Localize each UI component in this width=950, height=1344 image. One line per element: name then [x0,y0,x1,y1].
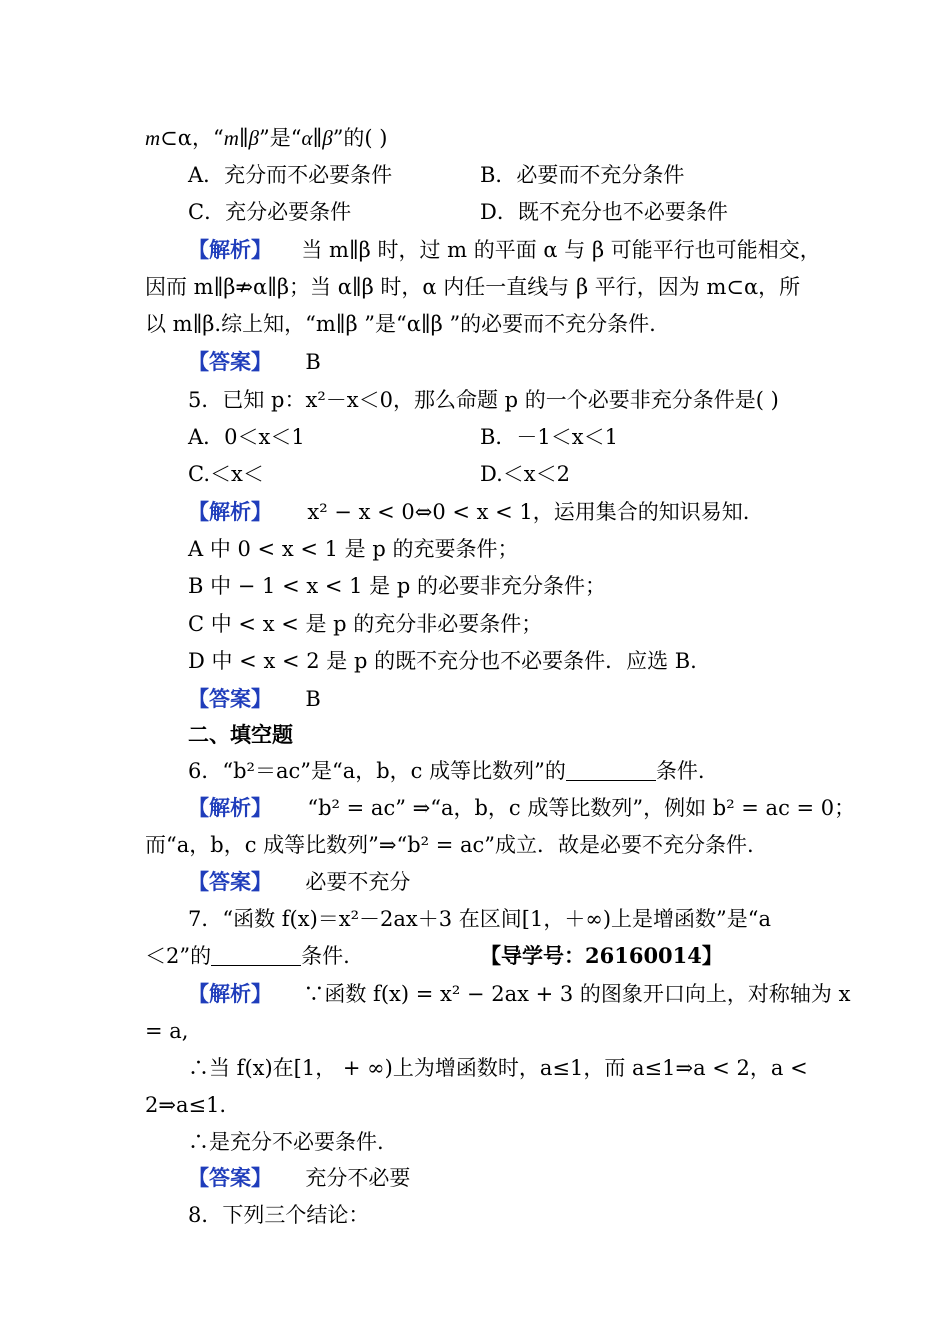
q6-stem-pre: 6．“b²＝ac”是“a，b，c 成等比数列”的 [188,759,566,783]
q7-analysis-line2: = a, [145,1019,189,1043]
q7-answer [188,1164,410,1192]
q4-stem-c: m∥β [223,126,260,150]
q6-blank [566,760,656,781]
q4-option-a: A．充分而不必要条件 [188,163,393,187]
q4-stem-b: ⊂α，“ [160,126,224,150]
q4-analysis-line1 [188,236,821,264]
q8-stem: 8．下列三个结论： [188,1203,370,1227]
q6-answer [188,868,410,896]
q4-stem-a: m [145,126,161,150]
q4-stem [145,124,387,152]
q7-stem-pre: ＜2”的 [145,944,212,968]
q4-analysis-line3: 以 m∥β.综上知，“m∥β ”是“α∥β ”的必要而不充分条件. [145,312,656,336]
q5-answer-value: B [305,687,321,711]
q5-option-c: C.＜x＜ [188,462,264,486]
analysis-tag: 【解析】 [188,981,272,1006]
answer-tag: 【答案】 [188,1165,272,1190]
q4-analysis-text1: 当 m∥β 时，过 m 的平面 α 与 β 可能平行也可能相交， [301,238,821,262]
q4-analysis-line2: 因而 m∥β⇏α∥β；当 α∥β 时，α 内任一直线与 β 平行，因为 m⊂α，所 [145,275,801,299]
q5-option-a: A．0＜x＜1 [188,425,305,449]
q5-option-d: D.＜x＜2 [480,462,570,486]
q5-analysis-line3: B 中 − 1 < x < 1 是 p 的必要非充分条件； [188,574,606,598]
q4-answer-value: B [305,350,321,374]
analysis-tag: 【解析】 [188,237,272,262]
q4-answer [188,348,321,376]
q7-analysis-text1: ∵函数 f(x) = x² − 2ax + 3 的图象开口向上，对称轴为 x [303,982,851,1006]
q5-analysis-line2: A 中 0 < x < 1 是 p 的充要条件； [188,537,519,561]
q7-analysis-line1 [188,980,850,1008]
q7-answer-value: 充分不必要 [305,1166,411,1190]
q7-blank [211,945,301,966]
analysis-tag: 【解析】 [188,499,272,524]
q4-option-c: C．充分必要条件 [188,200,352,224]
q4-option-d: D．既不充分也不必要条件 [480,200,728,224]
q7-reference-number: 【导学号：26160014】 [480,943,723,968]
q4-option-b: B．必要而不充分条件 [480,163,685,187]
answer-tag: 【答案】 [188,349,272,374]
q7-analysis-line3: ∴当 f(x)在[1， + ∞)上为增函数时，a≤1，而 a≤1⇒a < 2，a < [188,1056,808,1080]
q5-analysis-line1 [188,498,749,526]
q5-analysis-line4: C 中 < x < 是 p 的充分非必要条件； [188,612,543,636]
q7-stem-line1: 7．“函数 f(x)＝x²－2ax＋3 在区间[1，＋∞)上是增函数”是“a [188,907,772,931]
q6-analysis-text1: “b² = ac” ⇒“a，b，c 成等比数列”，例如 b² = ac = 0； [307,796,856,820]
q4-stem-f: ”的( ) [332,126,388,150]
q5-analysis-text1: x² − x < 0⇔0 < x < 1，运用集合的知识易知. [307,500,750,524]
q6-answer-value: 必要不充分 [305,870,411,894]
q7-analysis-line5: ∴是充分不必要条件. [188,1130,384,1154]
analysis-tag: 【解析】 [188,795,272,820]
q6-analysis-line2: 而“a，b，c 成等比数列”⇒“b² = ac”成立．故是必要不充分条件. [145,833,754,857]
section-heading: 二、填空题 [188,722,293,747]
q6-stem [188,757,705,785]
q7-stem-post: 条件. [301,944,350,968]
q4-stem-e: α∥β [301,126,333,150]
q5-stem: 5．已知 p：x²－x＜0，那么命题 p 的一个必要非充分条件是( ) [188,388,779,412]
q4-stem-d: ”是“ [259,126,302,150]
q5-analysis-line5: D 中 < x < 2 是 p 的既不充分也不必要条件．应选 B. [188,649,697,673]
q5-answer [188,685,321,713]
answer-tag: 【答案】 [188,686,272,711]
answer-tag: 【答案】 [188,869,272,894]
q7-stem-line2 [145,942,350,970]
q5-option-b: B．－1＜x＜1 [480,425,618,449]
q7-analysis-line4: 2⇒a≤1. [145,1093,227,1117]
q6-stem-post: 条件. [655,759,705,783]
q6-analysis-line1 [188,794,855,822]
